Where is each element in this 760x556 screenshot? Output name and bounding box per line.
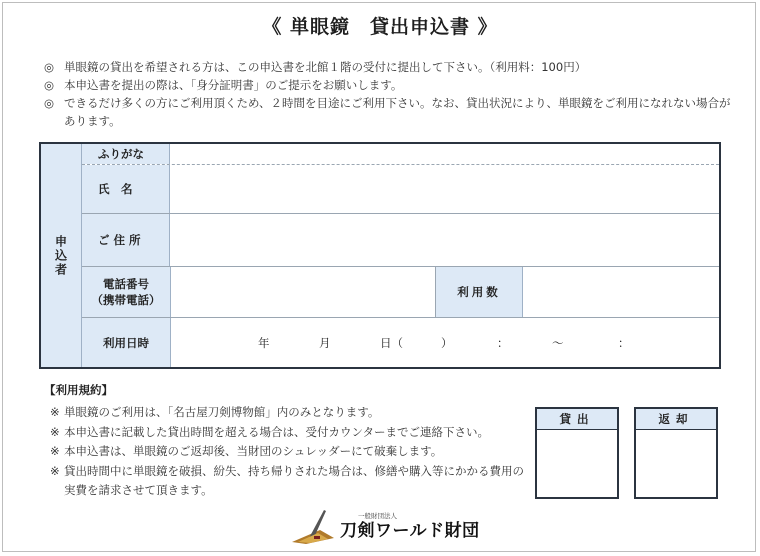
- note-item: [44, 58, 734, 76]
- phone-row: [82, 267, 719, 318]
- logo-name: 刀剣ワールド財団: [340, 520, 480, 541]
- rules-list: [50, 403, 530, 501]
- furigana-field[interactable]: [171, 144, 719, 164]
- application-form: [39, 142, 721, 369]
- note-mark: ◎: [44, 78, 55, 92]
- name-field[interactable]: [171, 165, 719, 213]
- rule-mark: ※: [50, 444, 60, 458]
- rule-item: [50, 442, 530, 462]
- applicant-label-cell: [41, 144, 82, 367]
- notes-list: [44, 58, 734, 130]
- address-row: [82, 214, 719, 267]
- furigana-label: ふりがな: [82, 144, 170, 164]
- applicant-label: 申込者: [53, 234, 68, 277]
- phone-label-line2: （携帯電話）: [91, 293, 161, 307]
- return-stamp-box: [634, 407, 718, 499]
- datetime-field[interactable]: [171, 318, 719, 367]
- time-colon-start: ：: [497, 336, 509, 350]
- sword-logo-icon: [290, 506, 336, 546]
- address-label: ご 住 所: [82, 214, 170, 266]
- logo-text: [340, 511, 480, 542]
- rules-heading: 【利用規約】: [44, 383, 113, 397]
- furigana-row: [82, 144, 719, 165]
- logo-subtitle: 一般財団法人: [358, 511, 397, 520]
- note-mark: ◎: [44, 60, 55, 74]
- phone-field[interactable]: [171, 267, 436, 317]
- rule-text: 本申込書に記載した貸出時間を超える場合は、受付カウンターまでご連絡下さい。: [64, 424, 490, 439]
- page-title: 《 単眼鏡 貸出申込書 》: [262, 16, 498, 38]
- time-colon-end: ：: [618, 336, 630, 350]
- day-unit: 日（: [380, 336, 403, 350]
- foundation-logo: [290, 506, 480, 546]
- lend-stamp-box: [535, 407, 619, 499]
- rule-mark: ※: [50, 424, 60, 439]
- count-field[interactable]: [523, 267, 719, 317]
- rule-text: 本申込書は、単眼鏡のご返却後、当財団のシュレッダーにて破棄します。: [64, 444, 443, 458]
- note-mark: ◎: [44, 96, 55, 110]
- rule-mark: ※: [50, 463, 60, 478]
- rule-mark: ※: [50, 405, 60, 419]
- note-text: 単眼鏡の貸出を希望される方は、この申込書を北館１階の受付に提出して下さい。（利用料：100円）: [64, 60, 587, 74]
- phone-label: [82, 267, 171, 317]
- name-row: [82, 165, 719, 214]
- month-unit: 月: [319, 336, 331, 350]
- lend-stamp-label: 貸出: [537, 409, 617, 430]
- name-label: 氏 名: [82, 165, 170, 213]
- year-unit: 年: [258, 336, 270, 350]
- address-field[interactable]: [171, 214, 719, 266]
- rule-item: [50, 423, 530, 443]
- rule-item: [50, 462, 530, 501]
- datetime-row: [82, 318, 719, 367]
- time-range-tilde: ～: [552, 336, 564, 350]
- phone-label-line1: 電話番号: [103, 277, 149, 291]
- return-stamp-label: 返却: [636, 409, 716, 430]
- rule-item: [50, 403, 530, 423]
- weekday-close: ）: [441, 336, 453, 350]
- note-text: できるだけ多くの方にご利用頂くため、２時間を目途にご利用下さい。なお、貸出状況により、単眼鏡をご利用になれない場合があります。: [64, 96, 731, 128]
- note-item: [44, 94, 734, 130]
- rule-text: 貸出時間中に単眼鏡を破損、紛失、持ち帰りされた場合は、修繕や購入等にかかる費用の実費を請求させて頂きます。: [64, 463, 524, 497]
- rule-text: 単眼鏡のご利用は、「名古屋刀剣博物館」内のみとなります。: [64, 405, 380, 419]
- count-label: 利用数: [436, 267, 523, 317]
- note-item: [44, 76, 734, 94]
- note-text: 本申込書を提出の際は、「身分証明書」のご提示をお願いします。: [64, 78, 403, 92]
- datetime-label: 利用日時: [82, 318, 171, 367]
